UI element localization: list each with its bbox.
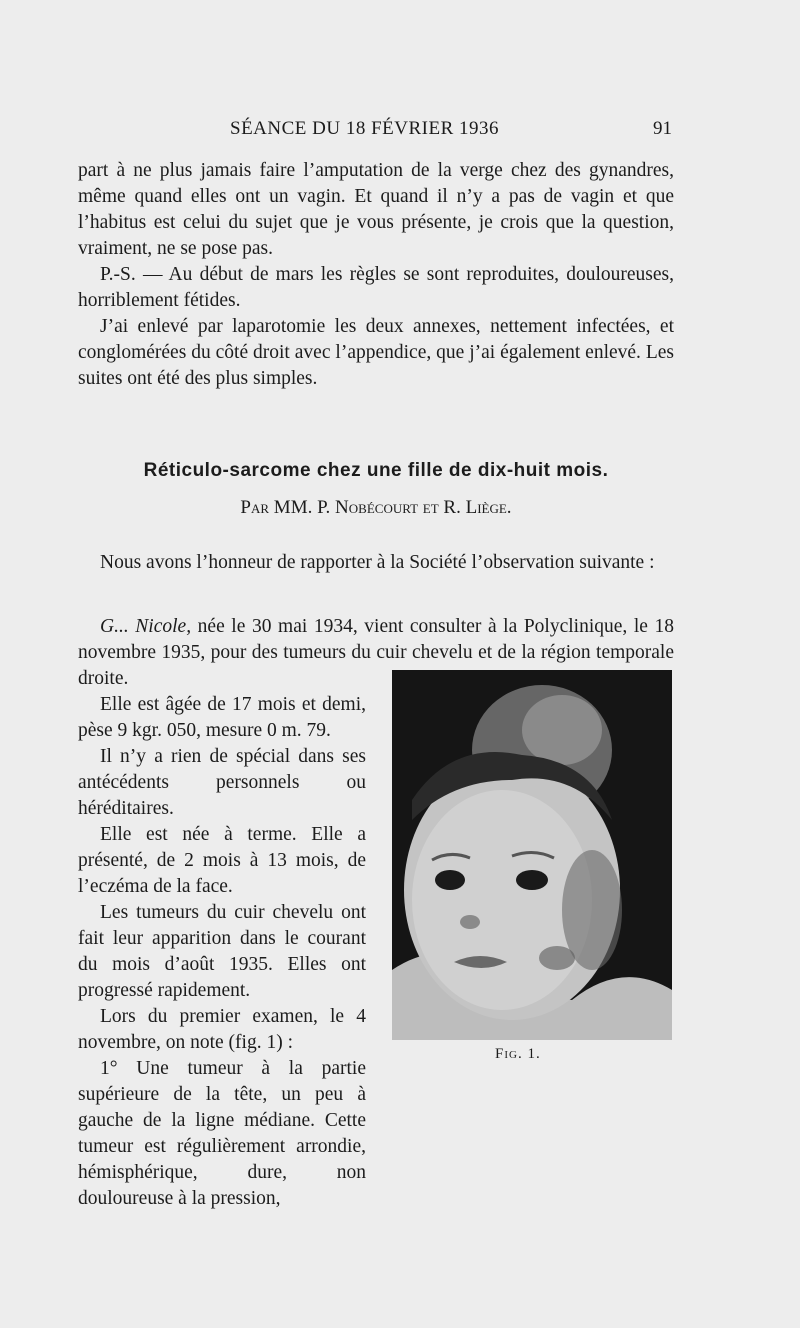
paragraph: 1° Une tumeur à la partie supérieure de la tête, un peu à gauche de la ligne médiane. Cette tumeur est régulièrement arrondie, hémisphérique, dure, non douloureuse à la pression, [78, 1058, 366, 1209]
running-title: SÉANCE DU 18 FÉVRIER 1936 [230, 118, 500, 139]
previous-article-end [78, 158, 674, 392]
article-authors: Par MM. P. Nobécourt et R. Liège. [240, 497, 512, 518]
intro [78, 550, 674, 576]
article-title: Réticulo-sarcome chez une fille de dix-huit mois. [143, 460, 609, 481]
child-portrait-image [392, 670, 672, 1040]
figure-photograph [392, 670, 672, 1040]
figure-caption: Fig. 1. [495, 1046, 541, 1062]
paragraph: Elle est âgée de 17 mois et demi, pèse 9 kgr. 050, mesure 0 m. 79. [78, 694, 366, 741]
paragraph: Il n’y a rien de spécial dans ses antécédents personnels ou héréditaires. [78, 746, 366, 819]
paragraph: part à ne plus jamais faire l’amputation de la verge chez des gynandres, même quand elles ont un vagin. Et quand il n’y a pas de vagin et que l’habitus est celui du sujet que je vous présente, je crois que la question, vraiment, ne se pose pas. [78, 160, 674, 259]
paragraph: Les tumeurs du cuir chevelu ont fait leur apparition dans le courant du mois d’août 1935. Elles ont progressé rapidement. [78, 902, 366, 1001]
paragraph: Nous avons l’honneur de rapporter à la Société l’observation suivante : [100, 552, 655, 573]
paragraph: Elle est née à terme. Elle a présenté, de 2 mois à 13 mois, de l’eczéma de la face. [78, 824, 366, 897]
paragraph-text: née le 30 mai 1934, vient consulter à la Polyclinique, le 18 novembre 1935, pour des tumeurs du cuir chevelu et de la région temporale droite. [78, 616, 675, 689]
patient-name: G... Nicole, [100, 616, 192, 637]
running-header [78, 118, 672, 144]
paragraph: P.-S. — Au début de mars les règles se sont reproduites, douloureuses, horriblement fétides. [78, 264, 674, 311]
page-number: 91 [653, 118, 672, 139]
paragraph: Lors du premier examen, le 4 novembre, on note (fig. 1) : [78, 1006, 366, 1053]
paragraph: J’ai enlevé par laparotomie les deux annexes, nettement infectées, et conglomérées du côté droit avec l’appendice, que j’ai également enlevé. Les suites ont été des plus simples. [78, 316, 674, 389]
